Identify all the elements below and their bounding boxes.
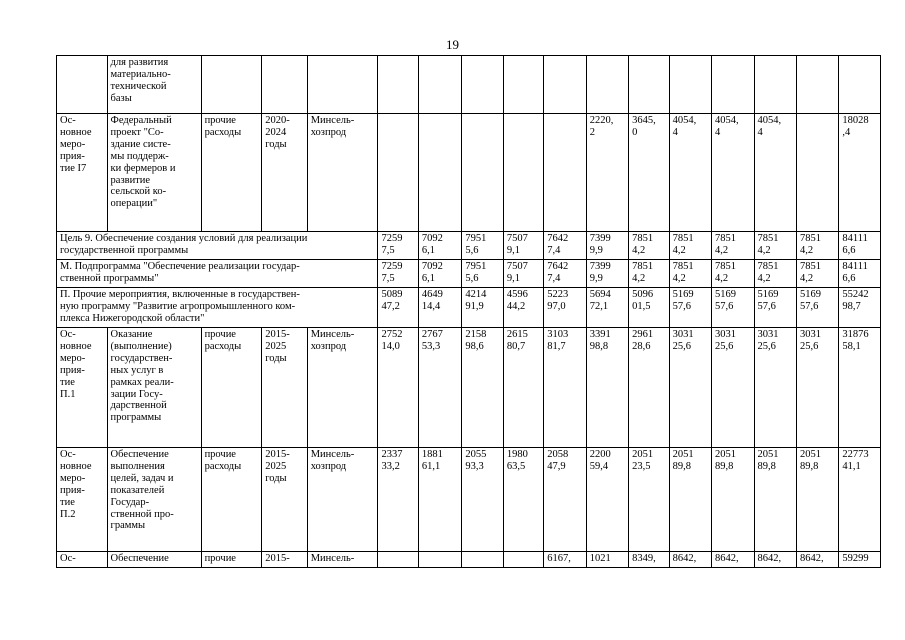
value-cell: 8349, — [629, 552, 669, 568]
value-cell: 7851 4,2 — [669, 232, 711, 260]
table-row — [57, 288, 881, 328]
value-cell — [839, 56, 881, 114]
value-cell: 2752 14,0 — [378, 328, 418, 448]
value-cell: 5169 57,6 — [712, 288, 754, 328]
value-cell: 3031 25,6 — [712, 328, 754, 448]
activity-name-cell: Федеральный проект "Со- здание систе- мы поддерж- ки фермеров и развитие сельской ко- операции" — [107, 114, 201, 232]
activity-code-cell — [57, 56, 108, 114]
table-body — [57, 56, 881, 568]
value-cell: 5089 47,2 — [378, 288, 418, 328]
executor-cell: Минсель- хозпрод — [307, 448, 378, 552]
value-cell — [503, 552, 543, 568]
table-row — [57, 448, 881, 552]
value-cell: 5169 57,6 — [754, 288, 796, 328]
value-cell: 7851 4,2 — [754, 260, 796, 288]
value-cell: 4214 91,9 — [462, 288, 503, 328]
value-cell: 7851 4,2 — [754, 232, 796, 260]
executor-cell — [307, 56, 378, 114]
value-cell: 5169 57,6 — [669, 288, 711, 328]
value-cell — [503, 56, 543, 114]
section-label-cell: П. Прочие мероприятия, включенные в государствен- ную программу "Развитие агропромышленного ком- плекса Нижегородской области" — [57, 288, 378, 328]
value-cell: 2158 98,6 — [462, 328, 503, 448]
value-cell: 2051 89,8 — [754, 448, 796, 552]
value-cell: 5223 97,0 — [544, 288, 586, 328]
period-cell — [262, 56, 307, 114]
activity-name-cell: Обеспечение — [107, 552, 201, 568]
expense-type-cell: прочие — [201, 552, 262, 568]
value-cell — [378, 552, 418, 568]
value-cell: 18028 ,4 — [839, 114, 881, 232]
expense-type-cell: прочие расходы — [201, 448, 262, 552]
value-cell: 84111 6,6 — [839, 260, 881, 288]
value-cell: 4054, 4 — [712, 114, 754, 232]
value-cell: 7851 4,2 — [669, 260, 711, 288]
executor-cell: Минсель- — [307, 552, 378, 568]
value-cell — [462, 552, 503, 568]
value-cell: 8642, — [796, 552, 838, 568]
value-cell: 2058 47,9 — [544, 448, 586, 552]
table-row — [57, 232, 881, 260]
value-cell — [418, 552, 461, 568]
value-cell: 2051 89,8 — [669, 448, 711, 552]
value-cell: 2051 23,5 — [629, 448, 669, 552]
value-cell: 2337 33,2 — [378, 448, 418, 552]
value-cell — [544, 56, 586, 114]
value-cell: 5694 72,1 — [586, 288, 628, 328]
value-cell: 8642, — [669, 552, 711, 568]
value-cell: 3031 25,6 — [669, 328, 711, 448]
page-number: 19 — [446, 37, 459, 52]
value-cell: 2200 59,4 — [586, 448, 628, 552]
expense-type-cell: прочие расходы — [201, 114, 262, 232]
value-cell — [586, 56, 628, 114]
value-cell: 7851 4,2 — [629, 260, 669, 288]
activity-name-cell: Обеспечение выполнения целей, задач и показателей Государ- ственной про- граммы — [107, 448, 201, 552]
executor-cell: Минсель- хозпрод — [307, 114, 378, 232]
value-cell: 3103 81,7 — [544, 328, 586, 448]
expense-type-cell — [201, 56, 262, 114]
value-cell: 7642 7,4 — [544, 260, 586, 288]
value-cell: 2220, 2 — [586, 114, 628, 232]
section-label-cell: М. Подпрограмма "Обеспечение реализации государ- ственной программы" — [57, 260, 378, 288]
value-cell: 7399 9,9 — [586, 260, 628, 288]
value-cell: 1881 61,1 — [418, 448, 461, 552]
value-cell: 7951 5,6 — [462, 260, 503, 288]
period-cell: 2020- 2024 годы — [262, 114, 307, 232]
value-cell: 55242 98,7 — [839, 288, 881, 328]
section-label-cell: Цель 9. Обеспечение создания условий для реализации государственной программы — [57, 232, 378, 260]
activity-name-cell: для развития материально- технической базы — [107, 56, 201, 114]
value-cell: 2051 89,8 — [712, 448, 754, 552]
activity-code-cell: Ос- — [57, 552, 108, 568]
value-cell: 3031 25,6 — [796, 328, 838, 448]
activity-code-cell: Ос- новное меро- прия- тие П.2 — [57, 448, 108, 552]
table-row — [57, 56, 881, 114]
value-cell — [796, 56, 838, 114]
value-cell: 3031 25,6 — [754, 328, 796, 448]
budget-table — [56, 55, 881, 568]
value-cell: 3645, 0 — [629, 114, 669, 232]
value-cell — [418, 56, 461, 114]
value-cell: 5169 57,6 — [796, 288, 838, 328]
table-row — [57, 328, 881, 448]
value-cell: 7507 9,1 — [503, 260, 543, 288]
value-cell: 2615 80,7 — [503, 328, 543, 448]
value-cell: 7851 4,2 — [629, 232, 669, 260]
value-cell: 2767 53,3 — [418, 328, 461, 448]
value-cell: 5096 01,5 — [629, 288, 669, 328]
value-cell — [669, 56, 711, 114]
value-cell: 4649 14,4 — [418, 288, 461, 328]
value-cell: 4054, 4 — [669, 114, 711, 232]
value-cell: 2961 28,6 — [629, 328, 669, 448]
value-cell: 31876 58,1 — [839, 328, 881, 448]
value-cell — [503, 114, 543, 232]
value-cell: 7642 7,4 — [544, 232, 586, 260]
value-cell: 59299 — [839, 552, 881, 568]
period-cell: 2015- — [262, 552, 307, 568]
value-cell — [544, 114, 586, 232]
value-cell — [629, 56, 669, 114]
value-cell — [712, 56, 754, 114]
table-row — [57, 114, 881, 232]
value-cell: 7851 4,2 — [796, 232, 838, 260]
value-cell: 6167, — [544, 552, 586, 568]
value-cell: 7851 4,2 — [712, 232, 754, 260]
value-cell: 22773 41,1 — [839, 448, 881, 552]
value-cell: 7951 5,6 — [462, 232, 503, 260]
table-row — [57, 552, 881, 568]
activity-name-cell: Оказание (выполнение) государствен- ных услуг в рамках реали- зации Госу- дарственной программы — [107, 328, 201, 448]
activity-code-cell: Ос- новное меро- прия- тие П.1 — [57, 328, 108, 448]
value-cell: 4054, 4 — [754, 114, 796, 232]
value-cell — [796, 114, 838, 232]
value-cell: 4596 44,2 — [503, 288, 543, 328]
value-cell: 2055 93,3 — [462, 448, 503, 552]
value-cell: 7259 7,5 — [378, 232, 418, 260]
executor-cell: Минсель- хозпрод — [307, 328, 378, 448]
value-cell — [462, 114, 503, 232]
value-cell: 8642, — [712, 552, 754, 568]
value-cell: 7851 4,2 — [796, 260, 838, 288]
value-cell: 1021 — [586, 552, 628, 568]
value-cell — [378, 56, 418, 114]
value-cell: 3391 98,8 — [586, 328, 628, 448]
activity-code-cell: Ос- новное меро- прия- тие I7 — [57, 114, 108, 232]
period-cell: 2015- 2025 годы — [262, 328, 307, 448]
value-cell: 7092 6,1 — [418, 232, 461, 260]
value-cell: 2051 89,8 — [796, 448, 838, 552]
value-cell: 1980 63,5 — [503, 448, 543, 552]
value-cell: 7259 7,5 — [378, 260, 418, 288]
value-cell: 7507 9,1 — [503, 232, 543, 260]
expense-type-cell: прочие расходы — [201, 328, 262, 448]
period-cell: 2015- 2025 годы — [262, 448, 307, 552]
table-row — [57, 260, 881, 288]
value-cell: 84111 6,6 — [839, 232, 881, 260]
value-cell: 8642, — [754, 552, 796, 568]
value-cell — [378, 114, 418, 232]
value-cell — [462, 56, 503, 114]
value-cell: 7399 9,9 — [586, 232, 628, 260]
value-cell — [418, 114, 461, 232]
value-cell — [754, 56, 796, 114]
value-cell: 7092 6,1 — [418, 260, 461, 288]
value-cell: 7851 4,2 — [712, 260, 754, 288]
